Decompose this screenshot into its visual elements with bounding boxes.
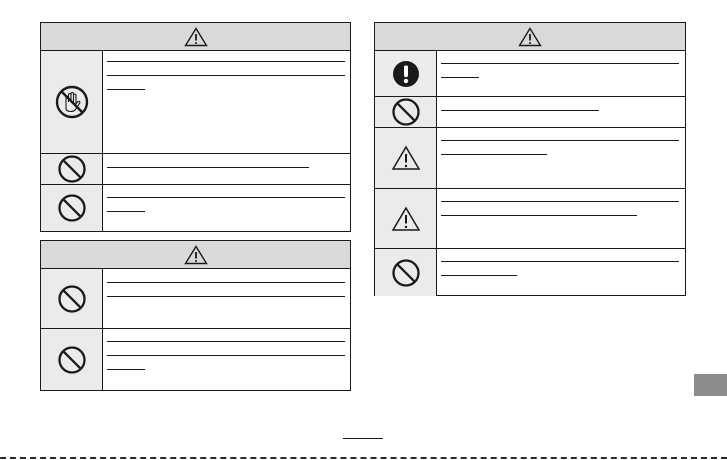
text-cell	[437, 189, 685, 248]
warning-row	[41, 269, 350, 329]
warning-triangle-icon	[184, 27, 208, 47]
icon-cell	[41, 185, 103, 231]
icon-cell	[41, 269, 103, 328]
icon-cell	[375, 128, 437, 188]
icon-cell	[41, 329, 103, 390]
prohibition-circle-icon	[57, 284, 87, 314]
page-number-placeholder	[343, 438, 383, 439]
text-cell	[437, 249, 685, 296]
warning-row	[375, 97, 685, 128]
prohibition-circle-icon	[57, 154, 87, 184]
warning-row	[375, 51, 685, 97]
warning-triangle-icon	[184, 245, 208, 265]
icon-cell	[375, 249, 437, 296]
warning-row	[375, 128, 685, 189]
icon-cell	[375, 189, 437, 248]
text-cell	[103, 269, 350, 328]
icon-cell	[375, 97, 437, 127]
text-cell	[437, 51, 685, 96]
panel-header	[41, 241, 350, 269]
text-cell	[103, 329, 350, 390]
warning-row	[375, 189, 685, 249]
icon-cell	[375, 51, 437, 96]
section-side-tab	[694, 374, 727, 396]
icon-cell	[41, 51, 103, 153]
warning-panel-left-bottom	[40, 240, 351, 391]
warning-row	[41, 185, 350, 231]
warning-row	[375, 249, 685, 296]
text-cell	[103, 154, 350, 184]
prohibition-circle-icon	[391, 258, 421, 288]
text-cell	[103, 51, 350, 153]
warning-panel-left-top	[40, 22, 351, 232]
text-cell	[437, 97, 685, 127]
warning-triangle-icon	[391, 206, 421, 232]
do-not-touch-hand-icon	[54, 84, 90, 120]
panel-header	[375, 23, 685, 51]
prohibition-circle-icon	[57, 193, 87, 223]
warning-row	[41, 154, 350, 185]
bottom-border-rule	[0, 457, 727, 459]
warning-triangle-icon	[518, 27, 542, 47]
warning-panel-right	[374, 22, 686, 296]
panel-header	[41, 23, 350, 51]
warning-row	[41, 329, 350, 390]
exclamation-circle-icon	[391, 59, 421, 89]
text-cell	[103, 185, 350, 231]
warning-row	[41, 51, 350, 154]
text-cell	[437, 128, 685, 188]
icon-cell	[41, 154, 103, 184]
warning-triangle-icon	[391, 145, 421, 171]
prohibition-circle-icon	[391, 97, 421, 127]
prohibition-circle-icon	[57, 345, 87, 375]
